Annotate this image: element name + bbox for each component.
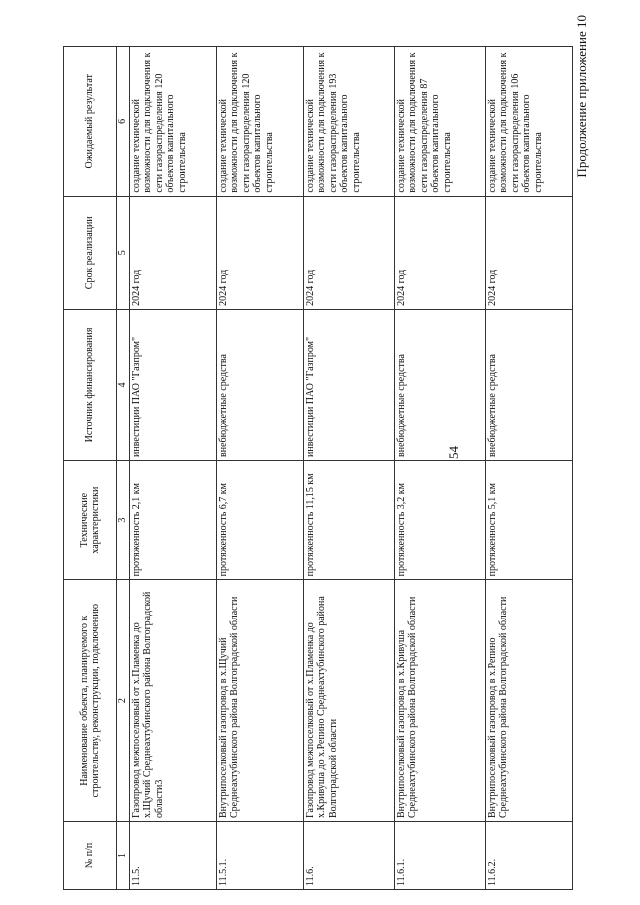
header-result: Ожидаемый результат <box>64 47 117 197</box>
row-name: Внутрипоселковый газопровод в х.Репино Среднеахтубинского района Волгоградской области <box>485 580 572 822</box>
row-number: 11.6. <box>303 822 394 890</box>
row-result: создание технической возможности для подключения к сети газораспределения 106 объектов капитального строительства <box>485 47 572 197</box>
header-source: Источник финансирования <box>64 309 117 460</box>
header-number: № п/п <box>64 822 117 890</box>
row-result: создание технической возможности для подключения к сети газораспределения 120 объектов капитального строительства <box>129 47 216 197</box>
row-tech: протяженность 3,2 км <box>394 460 485 579</box>
column-number: 6 <box>117 47 130 197</box>
row-source: внебюджетные средства <box>485 309 572 460</box>
column-number: 1 <box>117 822 130 890</box>
row-source: внебюджетные средства <box>394 309 485 460</box>
row-term: 2024 год <box>303 196 394 309</box>
row-source: инвестиции ПАО "Газпром" <box>129 309 216 460</box>
column-number: 4 <box>117 309 130 460</box>
table-header-row <box>64 47 117 890</box>
header-name: Наименование объекта, планируемого к строительству, реконструкции, подключению <box>64 580 117 822</box>
row-result: создание технической возможности для подключения к сети газораспределения 120 объектов капитального строительства <box>216 47 303 197</box>
row-number: 11.5. <box>129 822 216 890</box>
row-name: Внутрипоселковый газопровод в х.Щучий Среднеахтубинского района Волгоградской области <box>216 580 303 822</box>
table-row <box>216 47 303 890</box>
row-number: 11.6.1. <box>394 822 485 890</box>
column-number: 3 <box>117 460 130 579</box>
row-name: Газопровод межпоселковый от х.Пламенка до х.Щучий Среднеахтубинского района Волгоградской области3 <box>129 580 216 822</box>
row-source: инвестиции ПАО "Газпром" <box>303 309 394 460</box>
row-term: 2024 год <box>129 196 216 309</box>
row-tech: протяженность 11,15 км <box>303 460 394 579</box>
row-number: 11.6.2. <box>485 822 572 890</box>
column-number-row <box>117 47 130 890</box>
projects-table <box>63 46 573 890</box>
row-result: создание технической возможности для подключения к сети газораспределения 87 объектов капитального строительства <box>394 47 485 197</box>
table-row <box>129 47 216 890</box>
row-tech: протяженность 2,1 км <box>129 460 216 579</box>
appendix-label: Продолжение приложение 10 <box>574 15 589 178</box>
row-term: 2024 год <box>394 196 485 309</box>
column-number: 5 <box>117 196 130 309</box>
column-number: 2 <box>117 580 130 822</box>
row-name: Газопровод межпоселковый от х.Пламенка до х.Кривуша до х.Репино Среднеахтубинского района Волгоградской области <box>303 580 394 822</box>
row-tech: протяженность 6,7 км <box>216 460 303 579</box>
row-source: внебюджетные средства <box>216 309 303 460</box>
row-number: 11.5.1. <box>216 822 303 890</box>
row-name: Внутрипоселковый газопровод в х.Кривуша Среднеахтубинского района Волгоградской области <box>394 580 485 822</box>
row-term: 2024 год <box>485 196 572 309</box>
row-tech: протяженность 5,1 км <box>485 460 572 579</box>
row-result: создание технической возможности для подключения к сети газораспределения 193 объектов капитального строительства <box>303 47 394 197</box>
row-term: 2024 год <box>216 196 303 309</box>
page-number: 54 <box>446 446 461 459</box>
header-term: Срок реализации <box>64 196 117 309</box>
table-row <box>394 47 485 890</box>
table-row <box>485 47 572 890</box>
table-row <box>303 47 394 890</box>
header-tech: Технические характеристики <box>64 460 117 579</box>
